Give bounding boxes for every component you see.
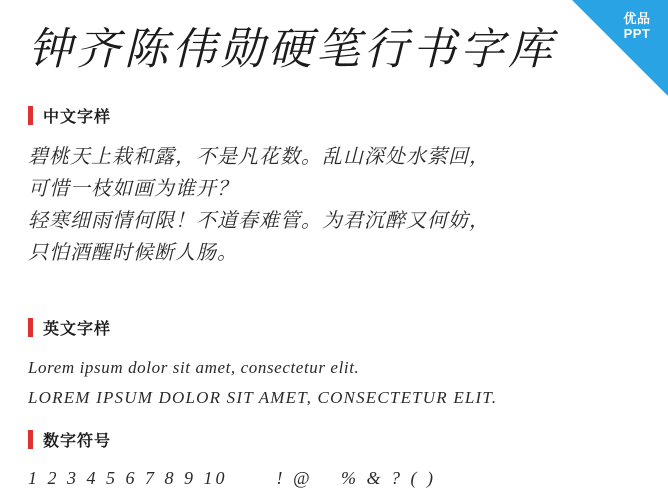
- sample-line: 轻寒细雨情何限！不道春难管。为君沉醉又何妨，: [28, 210, 490, 232]
- sample-line: Lorem ipsum dolor sit amet, consectetur elit.: [28, 358, 360, 377]
- sample-line: 只怕酒醒时候断人肠。: [28, 242, 238, 264]
- corner-ribbon: [572, 0, 668, 96]
- section-title-english: 英文字样: [43, 321, 112, 338]
- section-title-numbers: 数字符号: [43, 433, 112, 450]
- sample-line: LOREM IPSUM DOLOR SIT AMET, CONSECTETUR ELIT.: [28, 388, 498, 407]
- section-chinese-sample: [28, 104, 490, 269]
- sample-line: 碧桃天上栽和露，不是凡花数。乱山深处水萦回，: [28, 146, 490, 168]
- ribbon-label-line1: 优品: [623, 11, 651, 26]
- sample-digits: 1 2 3 4 5 6 7 8 9 10: [28, 468, 228, 488]
- ribbon-label-line2: PPT: [623, 26, 651, 41]
- page-title: 钟齐陈伟勋硬笔行书字库: [28, 25, 556, 74]
- sample-numbers-row: [28, 465, 436, 491]
- section-english-sample: [28, 316, 497, 413]
- ribbon-triangle: [572, 0, 668, 96]
- sample-symbols: ! @ % & ? ( ): [276, 468, 437, 488]
- accent-bar: [28, 318, 33, 337]
- section-title-chinese: 中文字样: [43, 109, 112, 126]
- ribbon-label: [614, 11, 660, 41]
- accent-bar: [28, 106, 33, 125]
- accent-bar: [28, 430, 33, 449]
- section-header: [28, 428, 436, 451]
- section-numbers-sample: [28, 428, 436, 491]
- section-header: [28, 316, 497, 339]
- sample-line: 可惜一枝如画为谁开？: [28, 178, 238, 200]
- section-header: [28, 104, 490, 127]
